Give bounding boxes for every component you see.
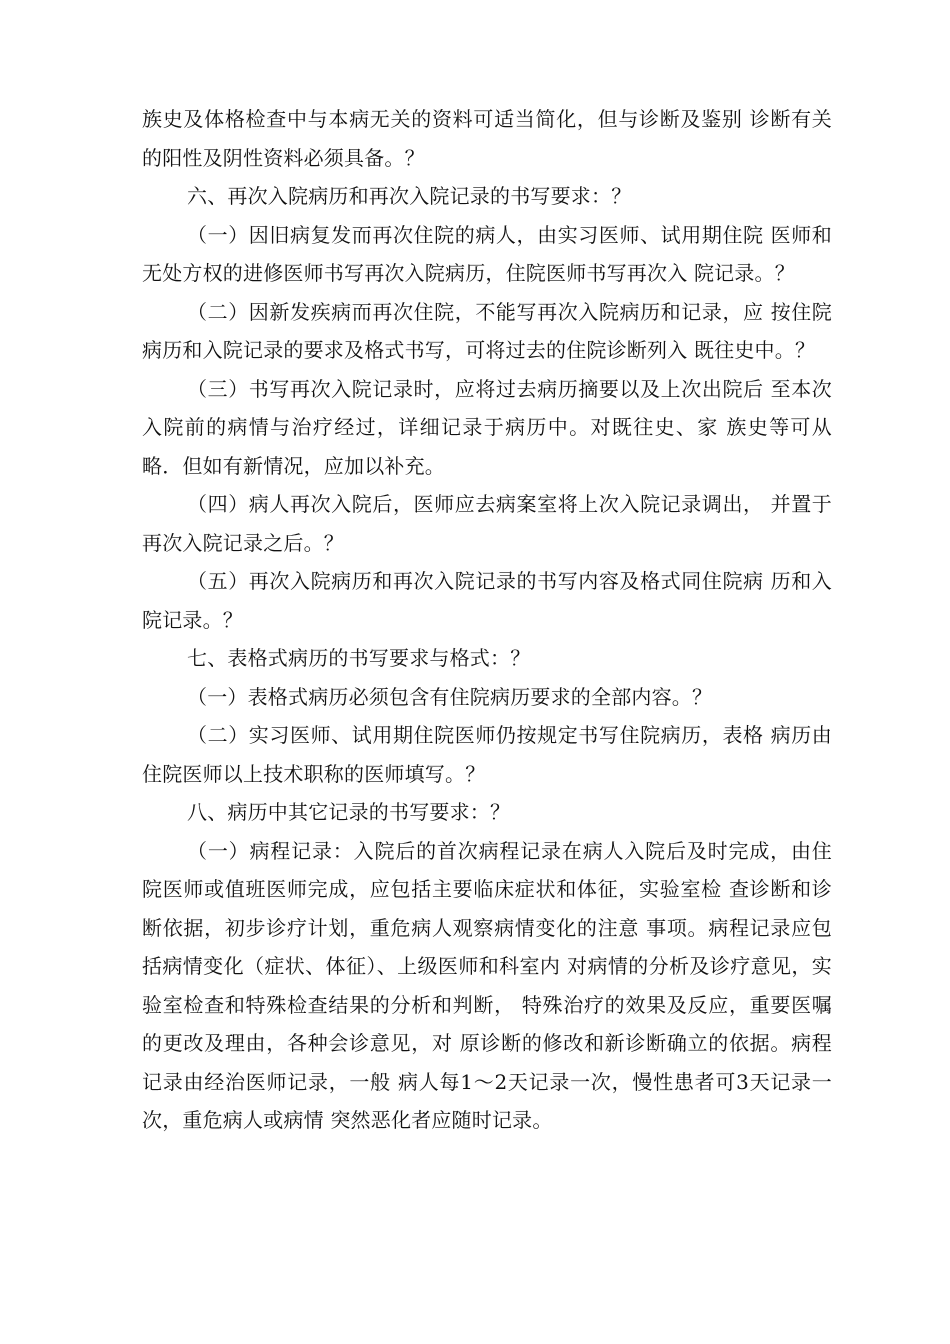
paragraph-6-3: （三）书写再次入院记录时，应将过去病历摘要以及上次出院后 至本次入院前的病情与治疗经过，详细记录于病历中。对既往史、家 族史等可从略．但如有新情况，应加以补充。 bbox=[142, 376, 832, 478]
paragraph-6-5: （五）再次入院病历和再次入院记录的书写内容及格式同住院病 历和入院记录。？ bbox=[142, 569, 832, 632]
paragraph-7-1: （一）表格式病历必须包含有住院病历要求的全部内容。？ bbox=[187, 684, 713, 709]
document-body bbox=[142, 100, 832, 1140]
section-heading-6: 六、再次入院病历和再次入院记录的书写要求：？ bbox=[187, 184, 632, 208]
paragraph-continuation: 族史及体格检查中与本病无关的资料可适当简化，但与诊断及鉴别 诊断有关的阳性及阴性资料必须具备。？ bbox=[142, 107, 832, 170]
paragraph-6-4: （四）病人再次入院后，医师应去病案室将上次入院记录调出， 并置于再次入院记录之后。？ bbox=[142, 492, 832, 555]
paragraph-8-1: （一）病程记录：入院后的首次病程记录在病人入院后及时完成，由住院医师或值班医师完成，应包括主要临床症状和体征，实验室检 查诊断和诊断依据，初步诊疗计划，重危病人观察病情变化的注意 事项。病程记录应包括病情变化（症状、体征）、上级医师和科室内 对病情的分析及诊疗意见，实验室检查和特殊检查结果的分析和判断， 特殊治疗的效果及反应，重要医嘱的更改及理由，各种会诊意见，对 原诊断的修改和新诊断确立的依据。病程记录由经治医师记录，一般 病人每1〜2天记录一次，慢性患者可3天记录一次，重危病人或病情 突然恶化者应随时记录。 bbox=[142, 838, 832, 1132]
section-heading-8: 八、病历中其它记录的书写要求：？ bbox=[187, 800, 511, 824]
section-heading-7: 七、表格式病历的书写要求与格式：？ bbox=[187, 646, 531, 670]
paragraph-6-1: （一）因旧病复发而再次住院的病人，由实习医师、试用期住院 医师和无处方权的进修医师书写再次入院病历，住院医师书写再次入 院记录。？ bbox=[142, 222, 832, 285]
paragraph-6-2: （二）因新发疾病而再次住院，不能写再次入院病历和记录，应 按住院病历和入院记录的要求及格式书写，可将过去的住院诊断列入 既往史中。？ bbox=[142, 299, 832, 362]
paragraph-7-2: （二）实习医师、试用期住院医师仍按规定书写住院病历，表格 病历由住院医师以上技术职称的医师填写。？ bbox=[142, 723, 832, 786]
